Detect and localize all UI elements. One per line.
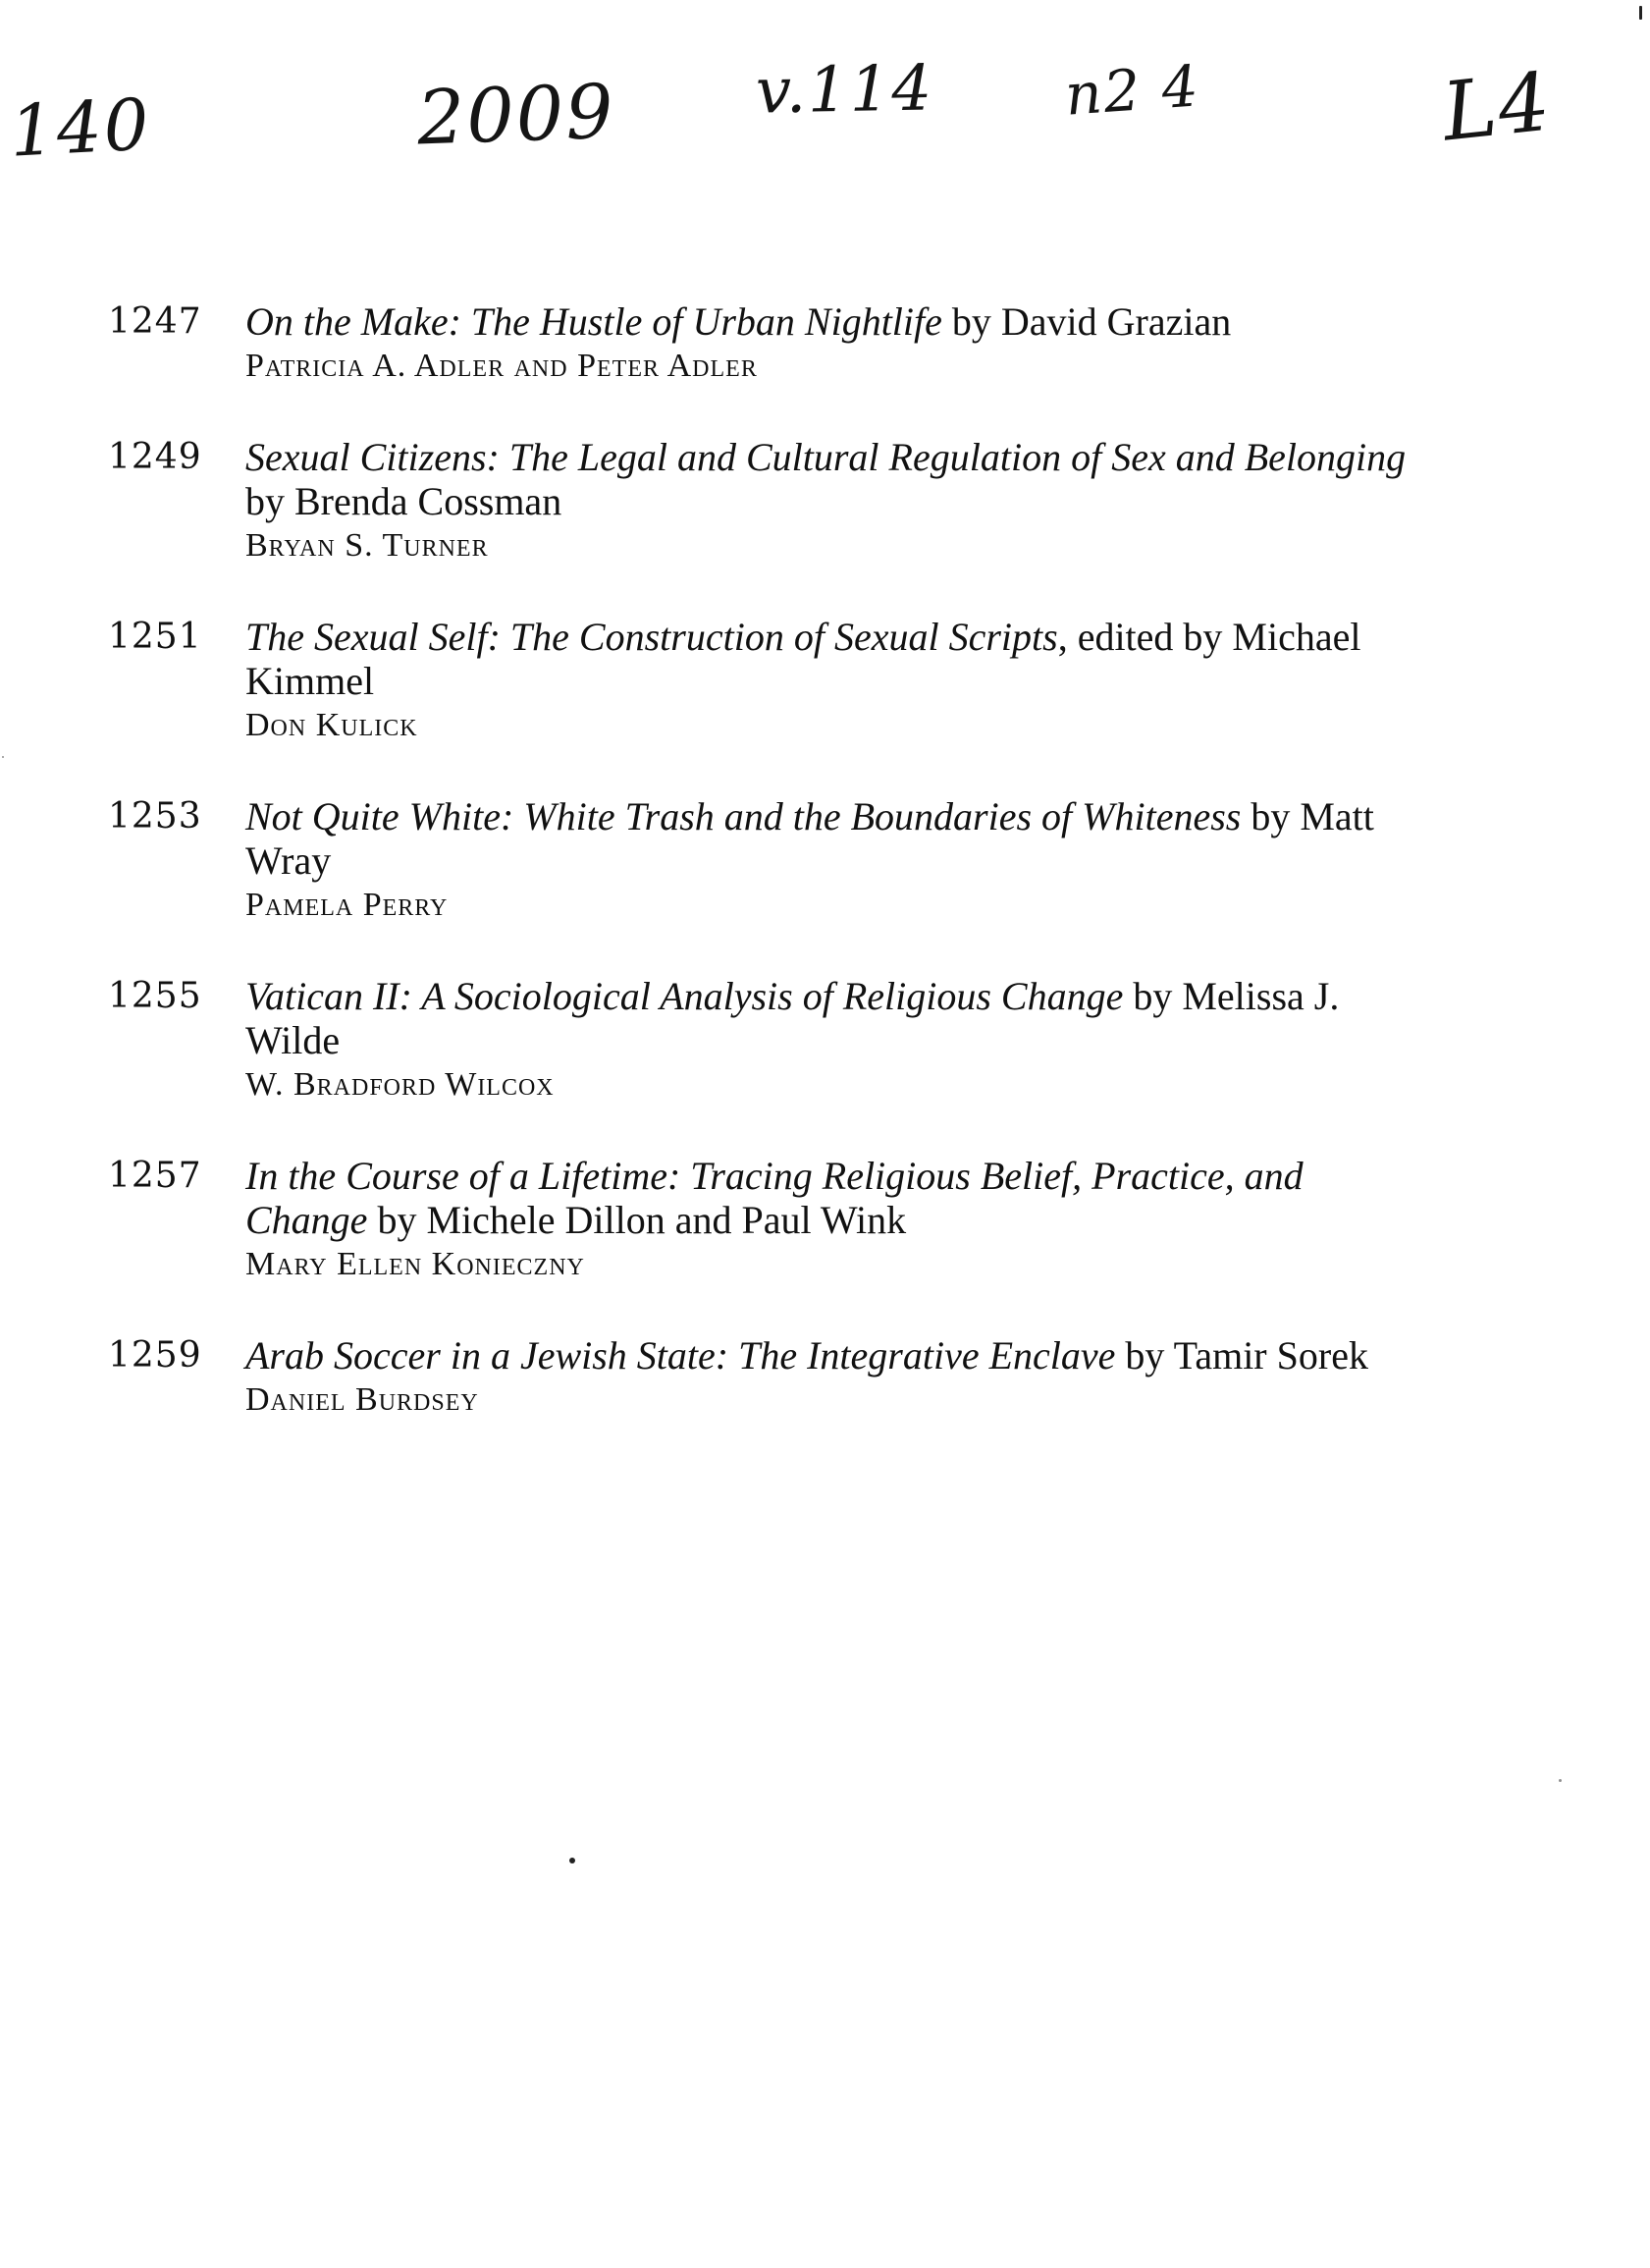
book-author: by Michele Dillon and Paul Wink xyxy=(367,1198,907,1242)
review-entry xyxy=(108,1333,1433,1490)
book-citation xyxy=(245,615,1413,703)
book-author: by David Grazian xyxy=(941,299,1232,344)
book-title: Sexual Citizens: The Legal and Cultural Regulation of Sex and Belonging xyxy=(245,435,1407,479)
reviewer-name: Don Kulick xyxy=(245,707,418,743)
entry-content xyxy=(245,615,1413,747)
review-entry xyxy=(108,794,1433,951)
book-citation xyxy=(245,435,1416,523)
page-number: 1255 xyxy=(108,976,202,1016)
reviewer-name: W. Bradford Wilcox xyxy=(245,1066,555,1103)
book-citation xyxy=(245,794,1413,883)
book-citation xyxy=(245,974,1413,1062)
handwritten-note-year: 2009 xyxy=(415,67,616,162)
book-citation xyxy=(245,1333,1413,1377)
page-number: 1259 xyxy=(108,1335,202,1376)
entry-content xyxy=(245,299,1413,388)
scan-speck xyxy=(1559,1779,1562,1782)
reviewer-name: Daniel Burdsey xyxy=(245,1381,479,1418)
book-author: , edited by Michael Kimmel xyxy=(245,615,1371,703)
book-author: by Brenda Cossman xyxy=(245,435,1416,523)
entry-content xyxy=(245,435,1416,567)
entry-content xyxy=(245,974,1413,1107)
page-number: 1247 xyxy=(108,301,202,342)
page-number: 1251 xyxy=(108,617,202,657)
book-title: On the Make: The Hustle of Urban Nightlife xyxy=(245,299,942,344)
book-title: The Sexual Self: The Construction of Sexual Scripts xyxy=(245,615,1058,659)
reviewer-name: Mary Ellen Konieczny xyxy=(245,1246,585,1282)
page-number: 1257 xyxy=(108,1156,202,1196)
page-number: 1249 xyxy=(108,437,202,477)
handwritten-note-number: n2 4 xyxy=(1062,52,1202,129)
handwritten-note-volume-label: v.114 xyxy=(755,52,934,129)
scan-speck xyxy=(2,756,4,758)
entry-content xyxy=(245,1333,1413,1422)
book-title: Not Quite White: White Trash and the Boundaries of Whiteness xyxy=(245,794,1242,838)
book-author: by Matt Wray xyxy=(245,794,1384,883)
book-title: Arab Soccer in a Jewish State: The Integrative Enclave xyxy=(245,1333,1116,1377)
entry-content xyxy=(245,1154,1413,1286)
book-author: by Tamir Sorek xyxy=(1115,1333,1368,1377)
reviewer-name: Pamela Perry xyxy=(245,887,449,923)
book-citation xyxy=(245,1154,1413,1242)
review-entry xyxy=(108,299,1433,457)
scan-speck xyxy=(1639,6,1642,20)
entry-content xyxy=(245,794,1413,927)
book-title: In the Course of a Lifetime: Tracing Religious Belief, Practice, and Change xyxy=(245,1154,1313,1242)
reviewer-name: Bryan S. Turner xyxy=(245,527,489,564)
review-entry xyxy=(108,974,1433,1131)
reviewer-name: Patricia A. Adler and Peter Adler xyxy=(245,348,758,384)
review-entry xyxy=(108,1154,1433,1311)
book-author: by Melissa J. Wilde xyxy=(245,974,1349,1062)
review-entry xyxy=(108,615,1433,772)
scan-speck xyxy=(569,1858,575,1863)
page-number: 1253 xyxy=(108,796,202,837)
book-title: Vatican II: A Sociological Analysis of Religious Change xyxy=(245,974,1124,1018)
handwritten-note-volume: 140 xyxy=(7,82,153,173)
review-entry xyxy=(108,435,1433,592)
book-citation xyxy=(245,299,1413,344)
handwritten-note-code: L4 xyxy=(1438,55,1557,160)
